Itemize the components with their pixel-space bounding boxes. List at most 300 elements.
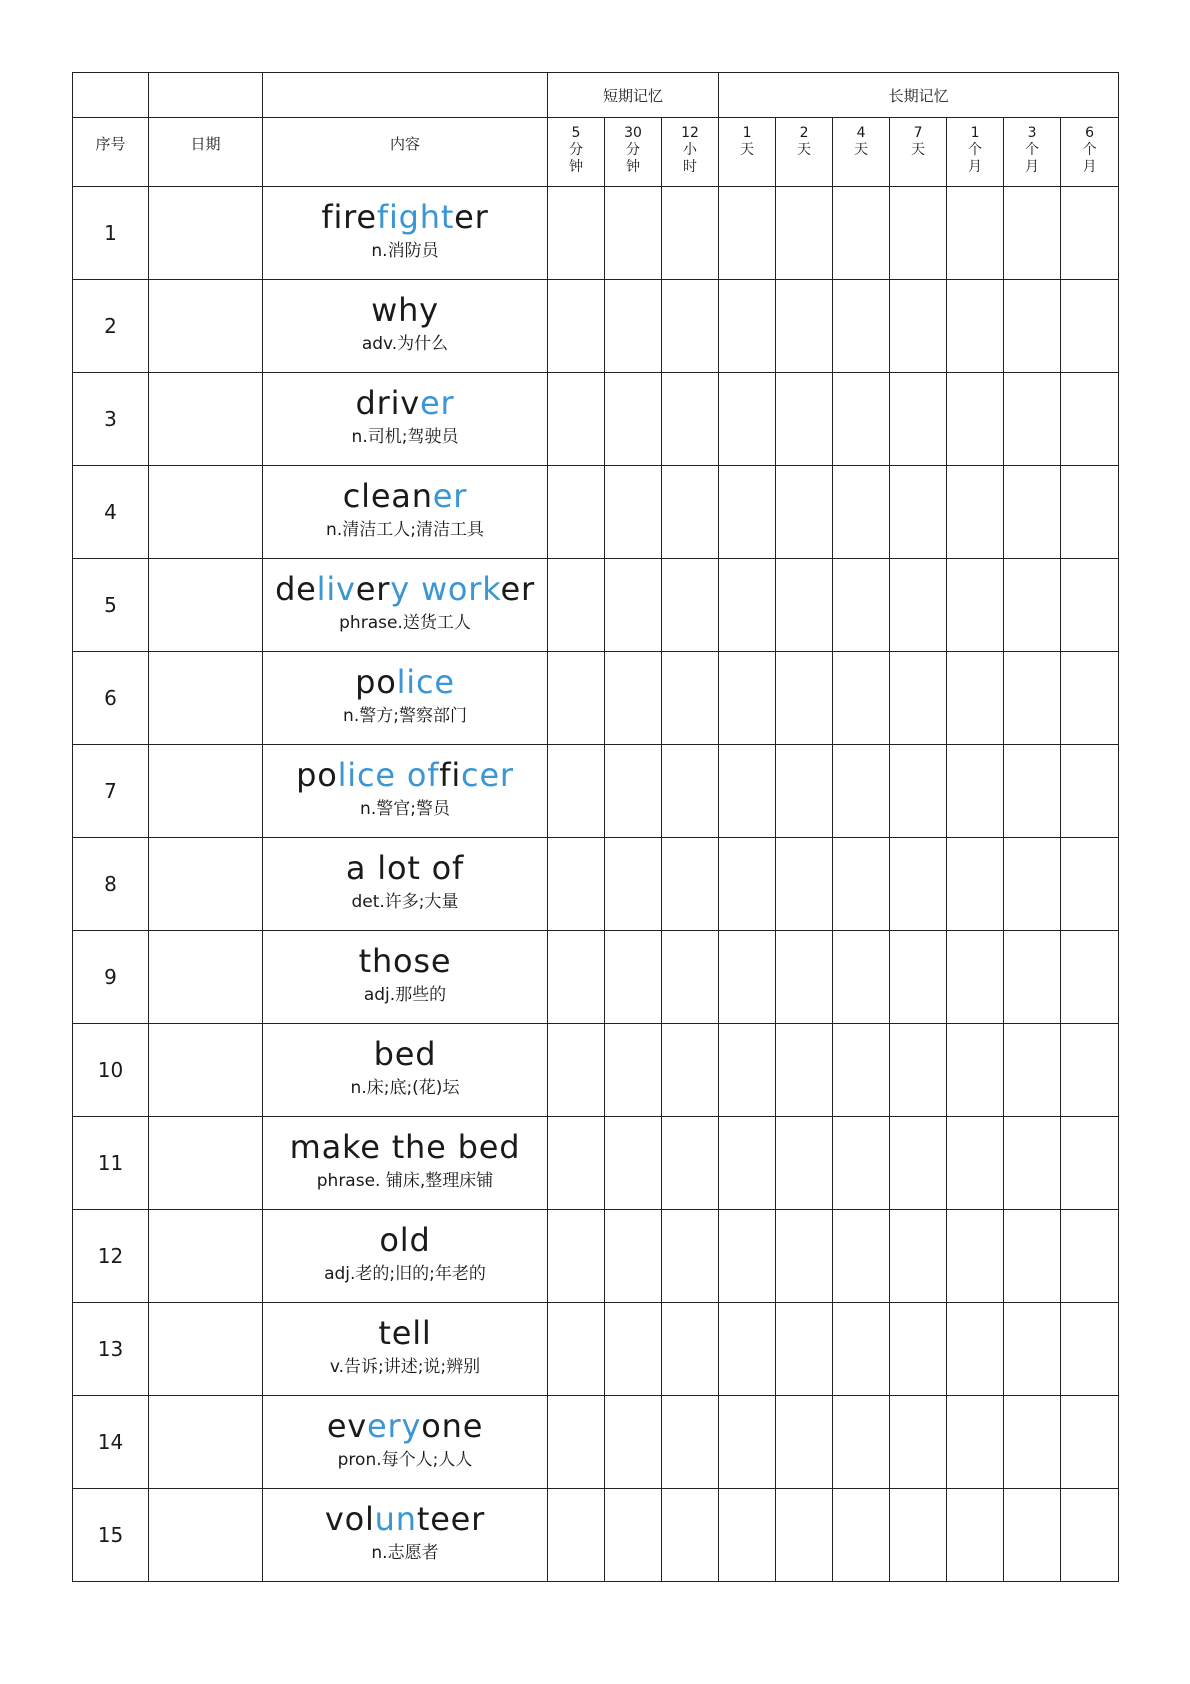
date-cell <box>149 1024 263 1117</box>
word-segment: clean <box>342 477 433 515</box>
content-cell <box>263 838 548 931</box>
chinese-meaning: n.警官;警员 <box>360 799 450 819</box>
content-cell <box>263 745 548 838</box>
word-segment: po <box>355 663 397 701</box>
review-check-cell <box>776 373 833 466</box>
table-row <box>73 1117 1119 1210</box>
review-check-cell <box>1004 1489 1061 1582</box>
review-check-cell <box>776 1396 833 1489</box>
review-check-cell <box>776 559 833 652</box>
review-check-cell <box>662 1024 719 1117</box>
review-check-cell <box>662 1396 719 1489</box>
row-index: 7 <box>73 745 149 838</box>
review-check-cell <box>890 1210 947 1303</box>
chinese-meaning: phrase. 铺床,整理床铺 <box>316 1171 494 1191</box>
english-word <box>290 1127 521 1167</box>
review-check-cell <box>605 838 662 931</box>
word-segment: one <box>421 1407 484 1445</box>
vocabulary-entry <box>263 745 547 820</box>
table-header <box>73 73 1119 187</box>
english-word <box>343 476 468 516</box>
review-check-cell <box>662 838 719 931</box>
review-check-cell <box>548 1396 605 1489</box>
review-check-cell <box>833 187 890 280</box>
review-check-cell <box>662 1117 719 1210</box>
review-check-cell <box>776 1117 833 1210</box>
chinese-meaning: v.告诉;讲述;说;辨别 <box>329 1357 481 1377</box>
review-check-cell <box>1061 373 1119 466</box>
review-check-cell <box>605 1117 662 1210</box>
review-check-cell <box>605 466 662 559</box>
chinese-meaning: phrase.送货工人 <box>339 613 471 633</box>
review-check-cell <box>548 280 605 373</box>
review-check-cell <box>833 1210 890 1303</box>
review-check-cell <box>548 187 605 280</box>
review-check-cell <box>890 745 947 838</box>
row-index: 8 <box>73 838 149 931</box>
word-segment: po <box>296 756 338 794</box>
review-check-cell <box>548 1117 605 1210</box>
word-segment-highlighted: fight <box>376 198 455 236</box>
date-cell <box>149 1210 263 1303</box>
index-column-header: 序号 <box>73 118 149 187</box>
blank-header-cell <box>149 73 263 118</box>
review-check-cell <box>833 652 890 745</box>
review-check-cell <box>1004 745 1061 838</box>
word-segment: teer <box>416 1500 486 1538</box>
review-check-cell <box>833 466 890 559</box>
date-cell <box>149 745 263 838</box>
vocabulary-entry <box>263 1210 547 1285</box>
content-cell <box>263 187 548 280</box>
review-check-cell <box>662 1210 719 1303</box>
review-check-cell <box>1004 1396 1061 1489</box>
review-check-cell <box>890 280 947 373</box>
english-word <box>325 1499 485 1539</box>
date-cell <box>149 187 263 280</box>
review-check-cell <box>947 931 1004 1024</box>
word-segment: those <box>358 942 452 980</box>
date-cell <box>149 1303 263 1396</box>
vocabulary-entry <box>263 1117 547 1192</box>
table-row <box>73 1489 1119 1582</box>
review-check-cell <box>605 1210 662 1303</box>
review-check-cell <box>548 838 605 931</box>
review-check-cell <box>662 187 719 280</box>
review-check-cell <box>1061 652 1119 745</box>
chinese-meaning: adj.老的;旧的;年老的 <box>324 1264 486 1284</box>
date-cell <box>149 838 263 931</box>
review-check-cell <box>947 559 1004 652</box>
review-interval-header: 4 天 <box>833 118 890 187</box>
review-check-cell <box>947 838 1004 931</box>
table-row <box>73 373 1119 466</box>
review-check-cell <box>776 466 833 559</box>
date-cell <box>149 1489 263 1582</box>
english-word <box>275 569 535 609</box>
word-segment-highlighted: lice of <box>337 756 440 794</box>
word-segment: ev <box>326 1407 368 1445</box>
date-cell <box>149 652 263 745</box>
review-check-cell <box>605 559 662 652</box>
review-check-cell <box>548 1489 605 1582</box>
review-check-cell <box>776 187 833 280</box>
review-check-cell <box>548 652 605 745</box>
review-check-cell <box>1004 187 1061 280</box>
short-term-memory-header: 短期记忆 <box>548 73 719 118</box>
review-check-cell <box>833 745 890 838</box>
table-row <box>73 931 1119 1024</box>
word-segment: er <box>454 198 489 236</box>
review-check-cell <box>833 1117 890 1210</box>
review-check-cell <box>1061 838 1119 931</box>
row-index: 11 <box>73 1117 149 1210</box>
vocabulary-entry <box>263 1489 547 1564</box>
review-check-cell <box>548 1024 605 1117</box>
content-cell <box>263 1117 548 1210</box>
word-segment: fire <box>321 198 377 236</box>
review-interval-header: 6 个 月 <box>1061 118 1119 187</box>
table-row <box>73 1303 1119 1396</box>
vocabulary-entry <box>263 466 547 541</box>
row-index: 2 <box>73 280 149 373</box>
review-check-cell <box>1061 1024 1119 1117</box>
table-row <box>73 745 1119 838</box>
english-word <box>356 383 455 423</box>
content-column-header: 内容 <box>263 118 548 187</box>
row-index: 9 <box>73 931 149 1024</box>
review-check-cell <box>833 1396 890 1489</box>
review-check-cell <box>605 373 662 466</box>
review-check-cell <box>890 931 947 1024</box>
review-check-cell <box>662 1489 719 1582</box>
vocabulary-entry <box>263 559 547 634</box>
row-index: 1 <box>73 187 149 280</box>
row-index: 3 <box>73 373 149 466</box>
review-check-cell <box>719 466 776 559</box>
review-check-cell <box>947 652 1004 745</box>
review-check-cell <box>719 1210 776 1303</box>
review-check-cell <box>662 1303 719 1396</box>
review-interval-header: 12 小 时 <box>662 118 719 187</box>
review-check-cell <box>776 1210 833 1303</box>
content-cell <box>263 466 548 559</box>
review-check-cell <box>890 559 947 652</box>
review-check-cell <box>833 1489 890 1582</box>
table-row <box>73 1396 1119 1489</box>
table-row <box>73 187 1119 280</box>
vocabulary-entry <box>263 1024 547 1099</box>
review-interval-header: 1 天 <box>719 118 776 187</box>
chinese-meaning: pron.每个人;人人 <box>337 1450 473 1470</box>
date-cell <box>149 1396 263 1489</box>
review-check-cell <box>890 838 947 931</box>
review-check-cell <box>719 1489 776 1582</box>
content-cell <box>263 1024 548 1117</box>
review-check-cell <box>776 652 833 745</box>
review-check-cell <box>947 1489 1004 1582</box>
review-check-cell <box>548 931 605 1024</box>
word-segment: vol <box>324 1500 375 1538</box>
word-segment-highlighted: cer <box>461 756 514 794</box>
review-check-cell <box>662 466 719 559</box>
word-segment: driv <box>355 384 421 422</box>
chinese-meaning: n.志愿者 <box>371 1543 439 1563</box>
review-check-cell <box>776 931 833 1024</box>
review-check-cell <box>1004 1303 1061 1396</box>
content-cell <box>263 1303 548 1396</box>
chinese-meaning: n.警方;警察部门 <box>343 706 467 726</box>
review-check-cell <box>890 373 947 466</box>
review-check-cell <box>662 280 719 373</box>
review-check-cell <box>1061 1117 1119 1210</box>
word-segment: er <box>355 570 391 608</box>
review-interval-header: 30 分 钟 <box>605 118 662 187</box>
review-check-cell <box>662 931 719 1024</box>
review-check-cell <box>1004 1117 1061 1210</box>
english-word <box>371 290 439 330</box>
table-row <box>73 838 1119 931</box>
review-check-cell <box>890 1024 947 1117</box>
word-segment-highlighted: ery <box>367 1407 422 1445</box>
review-check-cell <box>662 652 719 745</box>
review-check-cell <box>719 1117 776 1210</box>
review-check-cell <box>1061 931 1119 1024</box>
review-check-cell <box>947 1303 1004 1396</box>
review-interval-header: 7 天 <box>890 118 947 187</box>
review-check-cell <box>1061 280 1119 373</box>
review-check-cell <box>719 280 776 373</box>
word-segment: de <box>275 570 317 608</box>
content-cell <box>263 559 548 652</box>
vocabulary-entry <box>263 1303 547 1378</box>
review-check-cell <box>833 1024 890 1117</box>
review-check-cell <box>947 1396 1004 1489</box>
review-check-cell <box>1061 187 1119 280</box>
date-cell <box>149 466 263 559</box>
review-interval-header: 1 个 月 <box>947 118 1004 187</box>
review-check-cell <box>719 187 776 280</box>
review-table <box>72 72 1119 1582</box>
review-check-cell <box>719 652 776 745</box>
review-check-cell <box>605 745 662 838</box>
review-check-cell <box>605 652 662 745</box>
review-check-cell <box>833 280 890 373</box>
vocabulary-entry <box>263 187 547 262</box>
header-group-row <box>73 73 1119 118</box>
review-check-cell <box>719 745 776 838</box>
row-index: 4 <box>73 466 149 559</box>
review-check-cell <box>719 1396 776 1489</box>
word-segment-highlighted: er <box>432 477 468 515</box>
review-check-cell <box>719 1303 776 1396</box>
english-word <box>296 755 514 795</box>
chinese-meaning: n.床;底;(花)坛 <box>350 1078 460 1098</box>
word-segment: fi <box>439 756 462 794</box>
date-cell <box>149 1117 263 1210</box>
content-cell <box>263 931 548 1024</box>
table-row <box>73 466 1119 559</box>
review-check-cell <box>1061 1489 1119 1582</box>
word-segment: old <box>379 1221 431 1259</box>
row-index: 15 <box>73 1489 149 1582</box>
chinese-meaning: n.司机;驾驶员 <box>351 427 459 447</box>
table-row <box>73 559 1119 652</box>
review-check-cell <box>662 373 719 466</box>
review-check-cell <box>890 1303 947 1396</box>
table-row <box>73 1210 1119 1303</box>
review-check-cell <box>776 745 833 838</box>
review-check-cell <box>719 559 776 652</box>
review-check-cell <box>548 559 605 652</box>
english-word <box>327 1406 483 1446</box>
review-check-cell <box>548 466 605 559</box>
word-segment: a lot of <box>345 849 465 887</box>
review-check-cell <box>1004 373 1061 466</box>
table-row <box>73 280 1119 373</box>
review-check-cell <box>1004 466 1061 559</box>
date-column-header: 日期 <box>149 118 263 187</box>
review-check-cell <box>776 280 833 373</box>
chinese-meaning: n.消防员 <box>371 241 439 261</box>
review-interval-header: 5 分 钟 <box>548 118 605 187</box>
vocabulary-entry <box>263 1396 547 1471</box>
word-segment-highlighted: lice <box>396 663 455 701</box>
review-check-cell <box>605 1024 662 1117</box>
review-check-cell <box>548 745 605 838</box>
review-check-cell <box>947 280 1004 373</box>
chinese-meaning: adv.为什么 <box>361 334 449 354</box>
review-check-cell <box>1004 838 1061 931</box>
review-check-cell <box>1004 1024 1061 1117</box>
review-check-cell <box>833 931 890 1024</box>
content-cell <box>263 1396 548 1489</box>
review-check-cell <box>605 1489 662 1582</box>
vocabulary-entry <box>263 652 547 727</box>
word-segment: make the bed <box>289 1128 521 1166</box>
review-check-cell <box>605 1303 662 1396</box>
review-check-cell <box>776 1489 833 1582</box>
review-check-cell <box>1061 466 1119 559</box>
english-word <box>359 941 452 981</box>
content-cell <box>263 652 548 745</box>
english-word <box>378 1313 431 1353</box>
review-check-cell <box>947 1117 1004 1210</box>
review-check-cell <box>1061 745 1119 838</box>
review-check-cell <box>947 373 1004 466</box>
review-check-cell <box>947 1024 1004 1117</box>
table-row <box>73 1024 1119 1117</box>
review-check-cell <box>890 652 947 745</box>
review-check-cell <box>719 838 776 931</box>
word-segment: why <box>371 291 439 329</box>
chinese-meaning: n.清洁工人;清洁工具 <box>326 520 484 540</box>
date-cell <box>149 373 263 466</box>
table-body <box>73 187 1119 1582</box>
long-term-memory-header: 长期记忆 <box>719 73 1119 118</box>
table-row <box>73 652 1119 745</box>
english-word <box>379 1220 430 1260</box>
chinese-meaning: adj.那些的 <box>363 985 447 1005</box>
review-check-cell <box>1004 559 1061 652</box>
review-check-cell <box>605 280 662 373</box>
review-check-cell <box>947 187 1004 280</box>
review-check-cell <box>1061 1210 1119 1303</box>
review-check-cell <box>605 187 662 280</box>
review-check-cell <box>719 1024 776 1117</box>
english-word <box>346 848 464 888</box>
review-check-cell <box>548 373 605 466</box>
english-word <box>374 1034 437 1074</box>
review-check-cell <box>833 838 890 931</box>
word-segment-highlighted: y work <box>390 570 501 608</box>
review-check-cell <box>776 1303 833 1396</box>
row-index: 5 <box>73 559 149 652</box>
review-check-cell <box>890 187 947 280</box>
review-check-cell <box>776 838 833 931</box>
review-check-cell <box>947 466 1004 559</box>
review-check-cell <box>1004 280 1061 373</box>
english-word <box>321 197 488 237</box>
row-index: 10 <box>73 1024 149 1117</box>
review-check-cell <box>662 559 719 652</box>
review-check-cell <box>833 559 890 652</box>
content-cell <box>263 373 548 466</box>
review-check-cell <box>719 373 776 466</box>
content-cell <box>263 1210 548 1303</box>
vocabulary-entry <box>263 838 547 913</box>
row-index: 14 <box>73 1396 149 1489</box>
blank-header-cell <box>73 73 149 118</box>
review-check-cell <box>548 1210 605 1303</box>
word-segment: tell <box>378 1314 432 1352</box>
review-check-cell <box>833 1303 890 1396</box>
review-check-cell <box>890 1396 947 1489</box>
date-cell <box>149 931 263 1024</box>
vocabulary-entry <box>263 931 547 1006</box>
date-cell <box>149 280 263 373</box>
review-check-cell <box>662 745 719 838</box>
review-check-cell <box>947 745 1004 838</box>
review-check-cell <box>1004 1210 1061 1303</box>
review-check-cell <box>1061 1303 1119 1396</box>
review-check-cell <box>833 373 890 466</box>
review-check-cell <box>890 1117 947 1210</box>
review-check-cell <box>605 1396 662 1489</box>
word-segment-highlighted: er <box>420 384 455 422</box>
review-check-cell <box>1061 559 1119 652</box>
review-interval-header: 3 个 月 <box>1004 118 1061 187</box>
chinese-meaning: det.许多;大量 <box>351 892 459 912</box>
row-index: 12 <box>73 1210 149 1303</box>
review-check-cell <box>776 1024 833 1117</box>
review-check-cell <box>947 1210 1004 1303</box>
review-check-cell <box>1061 1396 1119 1489</box>
review-check-cell <box>605 931 662 1024</box>
review-check-cell <box>890 466 947 559</box>
date-cell <box>149 559 263 652</box>
review-check-cell <box>1004 652 1061 745</box>
word-segment-highlighted: un <box>374 1500 417 1538</box>
content-cell <box>263 280 548 373</box>
english-word <box>355 662 455 702</box>
review-check-cell <box>719 931 776 1024</box>
vocabulary-review-sheet <box>72 72 1118 1582</box>
content-cell <box>263 1489 548 1582</box>
review-check-cell <box>548 1303 605 1396</box>
row-index: 13 <box>73 1303 149 1396</box>
vocabulary-entry <box>263 373 547 448</box>
